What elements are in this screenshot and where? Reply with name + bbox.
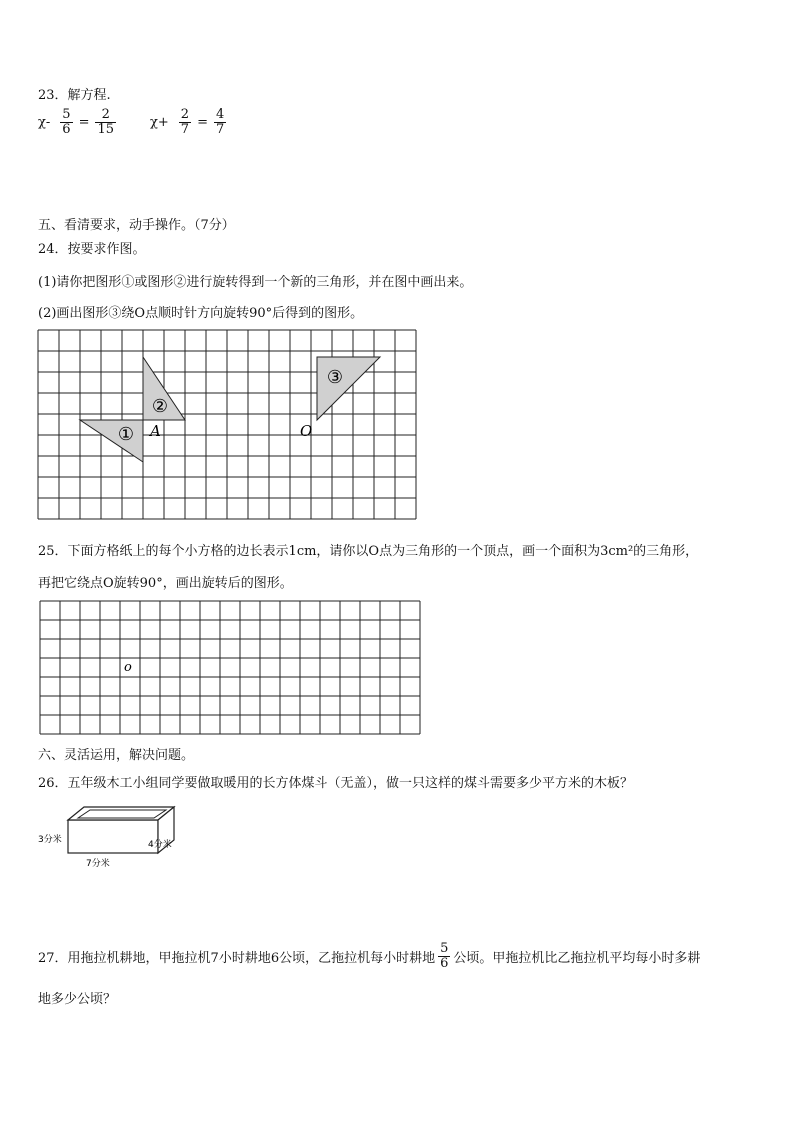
label-triangle-1: ① — [117, 424, 135, 445]
eq1-variable: χ- — [38, 114, 51, 130]
section-6-heading: 六、灵活运用，解决问题。 — [38, 748, 195, 763]
label-triangle-2: ② — [151, 396, 169, 417]
q24-part2: (2)画出图形③绕O点顺时针方向旋转90°后得到的图形。 — [38, 306, 364, 321]
eq1-fraction-left — [60, 108, 72, 136]
eq1-frac2-den: 15 — [97, 121, 115, 137]
eq2-fraction-right — [214, 108, 226, 136]
eq2-frac2-num: 4 — [215, 107, 225, 122]
q27-text-after: 公顷。甲拖拉机比乙拖拉机平均每小时多耕 — [453, 950, 701, 966]
eq2-frac2-den: 7 — [215, 121, 225, 137]
box-front-face — [68, 820, 158, 853]
q25-grid-figure[interactable] — [40, 601, 422, 735]
eq2-frac1-den: 7 — [180, 121, 190, 137]
q23-title: 23．解方程. — [38, 88, 111, 103]
eq2-fraction-left — [179, 108, 191, 136]
q24-title: 24．按要求作图。 — [38, 242, 146, 257]
q25-grid-lines — [40, 601, 420, 734]
q25-line-2: 再把它绕点O旋转90°，画出旋转后的图形。 — [38, 576, 293, 591]
q24-grid-figure[interactable] — [38, 330, 424, 526]
q27-text-before: 27．用拖拉机耕地，甲拖拉机7小时耕地6公顷，乙拖拉机每小时耕地 — [38, 950, 436, 966]
eq2-equals: = — [197, 114, 208, 130]
q23-equation-1 — [38, 108, 119, 136]
eq1-fraction-right — [95, 108, 116, 136]
q24-part1: (1)请你把图形①或图形②进行旋转得到一个新的三角形，并在图中画出来。 — [38, 275, 473, 290]
q27-fraction — [438, 942, 450, 970]
label-triangle-3: ③ — [326, 367, 344, 388]
dim-width-label: 4分米 — [148, 840, 172, 850]
dim-length-label: 7分米 — [86, 859, 110, 869]
q25-line-1: 25．下面方格纸上的每个小方格的边长表示1cm，请你以O点为三角形的一个顶点，画一个面积为3cm²的三角形， — [38, 544, 699, 559]
section-5-heading: 五、看清要求，动手操作。（7分） — [38, 218, 235, 233]
eq1-frac1-num: 5 — [62, 107, 71, 122]
q26-title: 26．五年级木工小组同学要做取暖用的长方体煤斗（无盖），做一只这样的煤斗需要多少平方米的木板？ — [38, 776, 634, 791]
eq2-frac1-num: 2 — [180, 107, 190, 122]
label-point-o-q25: o — [124, 660, 132, 675]
eq2-variable: χ+ — [150, 114, 169, 130]
eq1-equals: = — [78, 114, 90, 130]
dim-height-label: 3分米 — [38, 835, 62, 845]
q26-box-figure — [38, 800, 198, 872]
q23-equation-2 — [150, 108, 229, 136]
eq1-frac2-num: 2 — [95, 108, 116, 123]
label-point-a: A — [150, 422, 161, 440]
q27-line-2: 地多少公顷？ — [38, 992, 117, 1007]
q27-frac-den: 6 — [440, 955, 449, 971]
q27-line-1 — [38, 942, 700, 970]
label-point-o: O — [300, 422, 313, 440]
q27-frac-num: 5 — [440, 941, 449, 956]
box-inner-opening — [78, 810, 166, 818]
eq1-frac1-den: 6 — [62, 121, 71, 137]
